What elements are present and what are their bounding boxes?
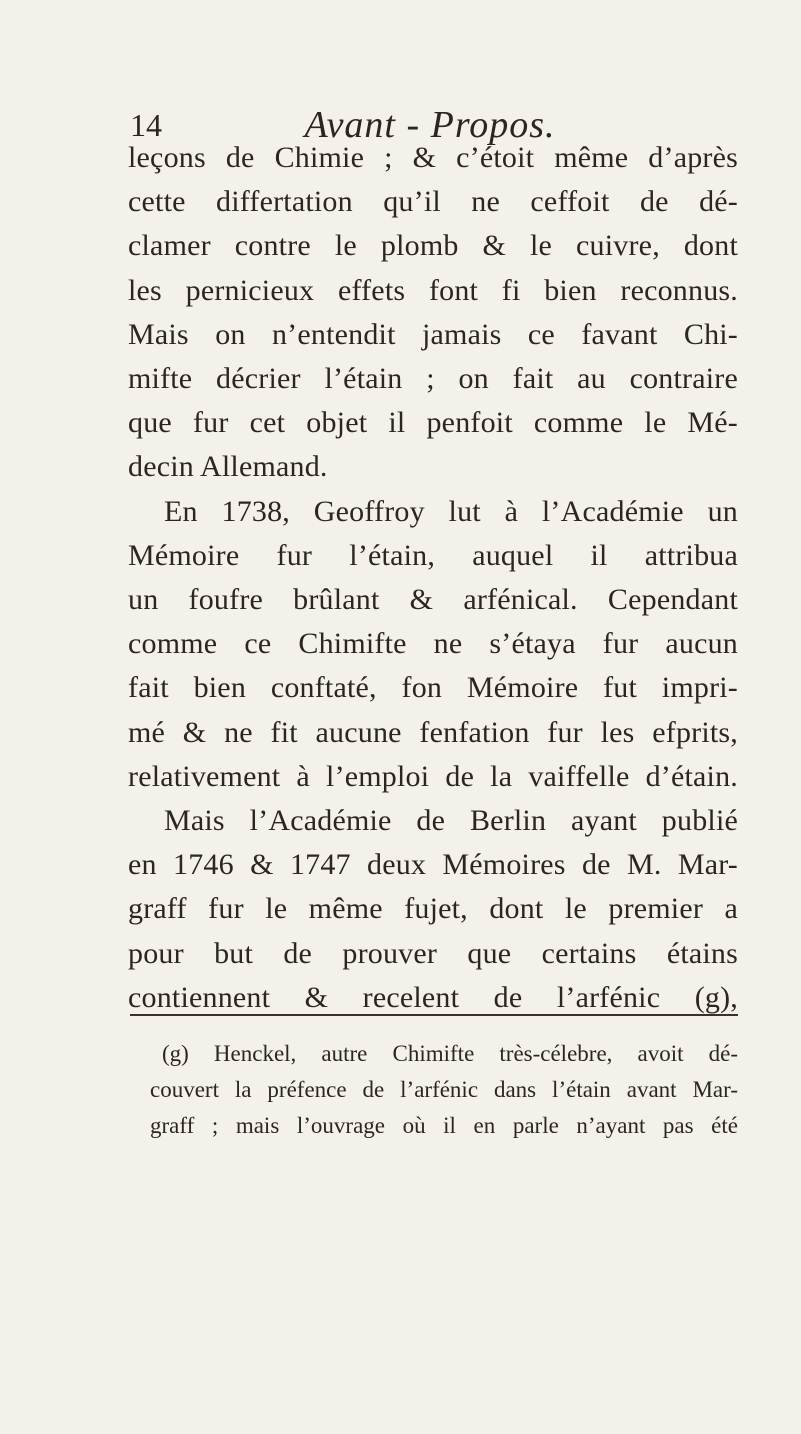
text-line: en 1746 & 1747 deux Mémoires de M. Mar- (128, 848, 738, 882)
text-line: Mémoire fur l’étain, auquel il attribua (128, 538, 738, 572)
footnote-line: couvert la préfence de l’arfénic dans l’étain avant Mar- (150, 1077, 738, 1102)
text-line: cette differtation qu’il ne ceffoit de dé- (128, 185, 738, 219)
text-line: Mais l’Académie de Berlin ayant publié (164, 804, 738, 838)
text-line: En 1738, Geoffroy lut à l’Académie un (164, 494, 738, 528)
text-line: mé & ne fit aucune fenfation fur les efprits, (128, 715, 738, 749)
text-line: pour but de prouver que certains étains (128, 936, 738, 970)
running-title: Avant - Propos. (304, 104, 556, 146)
text-line: contiennent & recelent de l’arfénic (g), (128, 980, 738, 1014)
text-line: clamer contre le plomb & le cuivre, dont (128, 229, 738, 263)
footnote-line: graff ; mais l’ouvrage où il en parle n’ayant pas été (150, 1113, 738, 1138)
text-line: les pernicieux effets font fi bien reconnus. (128, 273, 738, 307)
page-number: 14 (130, 107, 162, 143)
text-line: comme ce Chimifte ne s’étaya fur aucun (128, 627, 738, 661)
text-line: leçons de Chimie ; & c’étoit même d’après (128, 141, 738, 174)
text-line: un foufre brûlant & arfénical. Cependant (128, 583, 738, 617)
footnote (150, 1036, 738, 1144)
body-text (128, 136, 738, 1020)
footnote-line: (g) Henckel, autre Chimifte très-célebre, avoit dé- (162, 1041, 738, 1066)
text-line: fait bien conftaté, fon Mémoire fut impri- (128, 671, 738, 705)
text-line: mifte décrier l’étain ; on fait au contraire (128, 362, 738, 396)
text-line: que fur cet objet il penfoit comme le Mé- (128, 406, 738, 440)
text-line: decin Allemand. (128, 450, 328, 484)
text-line: relativement à l’emploi de la vaiffelle d’étain. (128, 759, 738, 793)
footnote-divider (130, 1014, 738, 1016)
text-line: Mais on n’entendit jamais ce favant Chi- (128, 317, 738, 351)
text-line: graff fur le même fujet, dont le premier a (128, 892, 738, 926)
